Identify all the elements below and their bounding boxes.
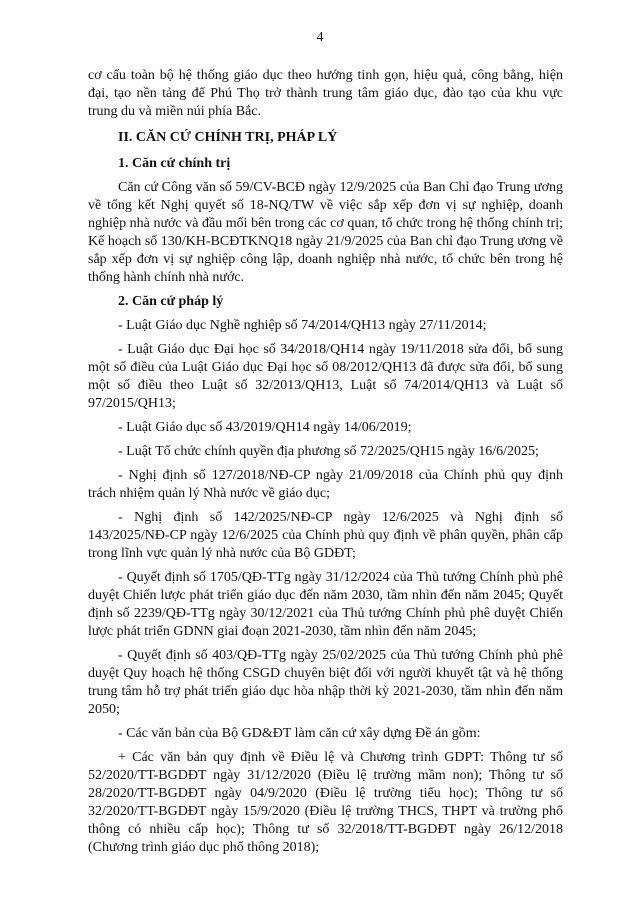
- page-number: 4: [316, 30, 324, 45]
- document-body: [88, 67, 563, 863]
- legal-basis-item: - Luật Giáo dục Đại học số 34/2018/QH14 ngày 19/11/2018 sửa đổi, bổ sung một số điều của Luật Giáo dục Đại học số 08/2012/QH13 đã được sửa đổi, bổ sung một số điều theo Luật số 32/2013/QH13, Luật số 74/2014/QH13 và Luật số 97/2015/QH13;: [88, 342, 563, 411]
- legal-basis-item: - Luật Giáo dục số 43/2019/QH14 ngày 14/06/2019;: [118, 420, 412, 435]
- legal-basis-item: - Quyết định số 403/QĐ-TTg ngày 25/02/2025 của Thủ tướng Chính phủ phê duyệt Quy hoạch hệ thống CSGD chuyên biệt đối với người khuyết tật và hệ thống trung tâm hỗ trợ phát triển giáo dục hòa nhập thời kỳ 2021-2030, tầm nhìn đến năm 2050;: [88, 648, 563, 717]
- intro-continuation: cơ cấu toàn bộ hệ thống giáo dục theo hướng tinh gọn, hiệu quả, công bằng, hiện đại, tạo nền tảng để Phú Thọ trở thành trung tâm giáo dục, đào tạo của khu vực trung du và miền núi phía Bắc.: [88, 68, 563, 119]
- legal-basis-subitem: + Các văn bản quy định về Điều lệ và Chương trình GDPT: Thông tư số 52/2020/TT-BGDĐT ngày 31/12/2020 (Điều lệ trường mầm non); Thông tư số 28/2020/TT-BGDĐT ngày 04/9/2020 (Điều lệ trường tiểu học); Thông tư số 32/2020/TT-BGDĐT ngày 15/9/2020 (Điều lệ trường THCS, THPT và trường phổ thông có nhiều cấp học); Thông tư số 32/2018/TT-BGDĐT ngày 26/12/2018 (Chương trình giáo dục phổ thông 2018);: [88, 750, 563, 855]
- legal-basis-item: - Luật Tổ chức chính quyền địa phương số 72/2025/QH15 ngày 16/6/2025;: [118, 444, 539, 459]
- subsection-heading-legal: 2. Căn cứ pháp lý: [118, 294, 224, 309]
- political-basis-paragraph: Căn cứ Công văn số 59/CV-BCĐ ngày 12/9/2025 của Ban Chỉ đạo Trung ương về tổng kết Nghị quyết số 18-NQ/TW về việc sắp xếp đơn vị sự nghiệp, doanh nghiệp nhà nước và đầu mối bên trong các cơ quan, tổ chức trong hệ thống chính trị; Kế hoạch số 130/KH-BCĐTKNQ18 ngày 21/9/2025 của Ban chỉ đạo Trung ương về sắp xếp đơn vị sự nghiệp công lập, doanh nghiệp nhà nước, tổ chức bên trong hệ thống hành chính nhà nước.: [88, 180, 563, 285]
- section-heading: II. CĂN CỨ CHÍNH TRỊ, PHÁP LÝ: [118, 130, 338, 145]
- legal-basis-item: - Luật Giáo dục Nghề nghiệp số 74/2014/QH13 ngày 27/11/2014;: [118, 318, 487, 333]
- legal-basis-item: - Nghị định số 142/2025/NĐ-CP ngày 12/6/2025 và Nghị định số 143/2025/NĐ-CP ngày 12/6/2025 của Chính phủ quy định về phân quyền, phân cấp trong lĩnh vực quản lý nhà nước của Bộ GDĐT;: [88, 510, 563, 561]
- subsection-heading-political: 1. Căn cứ chính trị: [118, 156, 231, 171]
- legal-basis-item: - Quyết định số 1705/QĐ-TTg ngày 31/12/2024 của Thủ tướng Chính phủ phê duyệt Chiến lược phát triển giáo dục đến năm 2030, tầm nhìn đến năm 2045; Quyết định số 2239/QĐ-TTg ngày 30/12/2021 của Thủ tướng Chính phủ phê duyệt Chiến lược phát triển GDNN giai đoạn 2021-2030, tầm nhìn đến năm 2045;: [88, 570, 563, 639]
- legal-basis-item: - Nghị định số 127/2018/NĐ-CP ngày 21/09/2018 của Chính phủ quy định trách nhiệm quản lý Nhà nước về giáo dục;: [88, 468, 563, 501]
- legal-basis-item: - Các văn bản của Bộ GD&ĐT làm căn cứ xây dựng Đề án gồm:: [118, 726, 481, 741]
